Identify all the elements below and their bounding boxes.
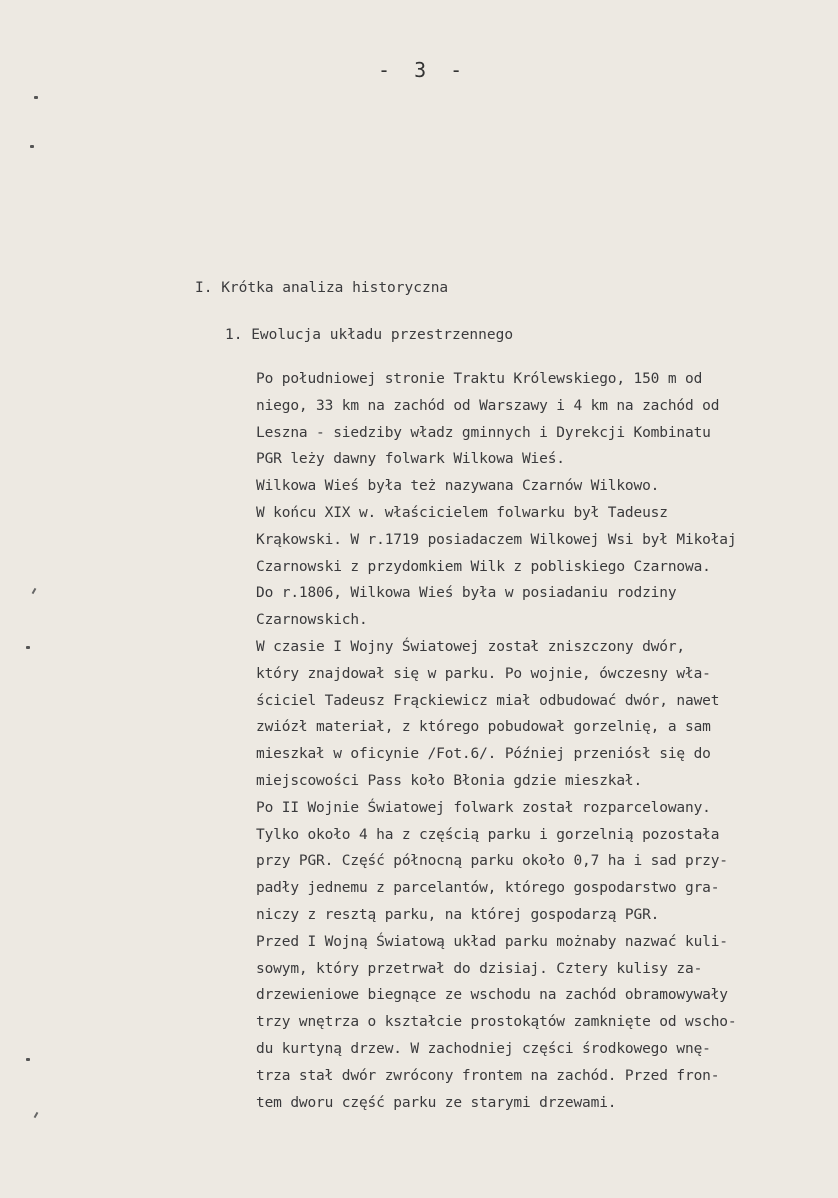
text-line: trza stał dwór zwrócony frontem na zachód. Przed fron-: [256, 1067, 720, 1084]
text-line: miejscowości Pass koło Błonia gdzie mieszkał.: [256, 772, 643, 789]
margin-mark: [26, 646, 30, 649]
text-line: PGR leży dawny folwark Wilkowa Wieś.: [256, 451, 565, 468]
margin-mark: [34, 96, 38, 99]
text-line: Czarnowskich.: [256, 612, 368, 629]
margin-mark: [34, 1112, 39, 1118]
text-line: niczy z resztą parku, na której gospodarzą PGR.: [256, 906, 660, 923]
text-line: Krąkowski. W r.1719 posiadaczem Wilkowej Wsi był Mikołaj: [256, 531, 737, 548]
margin-mark: [32, 588, 37, 594]
text-line: Przed I Wojną Światową układ parku możnaby nazwać kuli-: [256, 933, 728, 950]
subsection-heading: 1. Ewolucja układu przestrzennego: [225, 327, 514, 343]
text-line: trzy wnętrza o kształcie prostokątów zamknięte od wscho-: [256, 1014, 737, 1031]
margin-mark: [30, 145, 34, 148]
text-line: Czarnowski z przydomkiem Wilk z pobliskiego Czarnowa.: [256, 558, 711, 575]
text-line: przy PGR. Część północną parku około 0,7 ha i sad przy-: [256, 853, 728, 870]
text-line: niego, 33 km na zachód od Warszawy i 4 km na zachód od: [256, 397, 720, 414]
margin-mark: [26, 1058, 30, 1061]
text-line: drzewieniowe biegnące ze wschodu na zachód obramowywały: [256, 987, 728, 1004]
text-line: Leszna - siedziby władz gminnych i Dyrekcji Kombinatu: [256, 424, 711, 441]
text-line: Po południowej stronie Traktu Królewskiego, 150 m od: [256, 371, 703, 387]
text-line: Wilkowa Wieś była też nazywana Czarnów Wilkowo.: [256, 478, 660, 495]
text-line: ściciel Tadeusz Frąckiewicz miał odbudować dwór, nawet: [256, 692, 720, 709]
body-text: [256, 366, 836, 1116]
text-line: Po II Wojnie Światowej folwark został rozparcelowany.: [256, 799, 711, 816]
page-number: - 3 -: [378, 58, 469, 82]
text-line: W końcu XIX w. właścicielem folwarku był Tadeusz: [256, 504, 668, 521]
text-line: tem dworu część parku ze starymi drzewami.: [256, 1094, 617, 1111]
text-line: który znajdował się w parku. Po wojnie, ówczesny wła-: [256, 665, 711, 682]
text-line: W czasie I Wojny Światowej został zniszczony dwór,: [256, 638, 685, 655]
text-line: sowym, który przetrwał do dzisiaj. Cztery kulisy za-: [256, 960, 703, 977]
text-line: zwiózł materiał, z którego pobudował gorzelnię, a sam: [256, 719, 711, 736]
text-line: mieszkał w oficynie /Fot.6/. Później przeniósł się do: [256, 746, 711, 763]
text-line: padły jednemu z parcelantów, którego gospodarstwo gra-: [256, 880, 720, 897]
text-line: du kurtyną drzew. W zachodniej części środkowego wnę-: [256, 1040, 711, 1057]
section-heading: I. Krótka analiza historyczna: [195, 280, 449, 296]
text-line: Do r.1806, Wilkowa Wieś była w posiadaniu rodziny: [256, 585, 677, 602]
text-line: Tylko około 4 ha z częścią parku i gorzelnią pozostała: [256, 826, 720, 843]
